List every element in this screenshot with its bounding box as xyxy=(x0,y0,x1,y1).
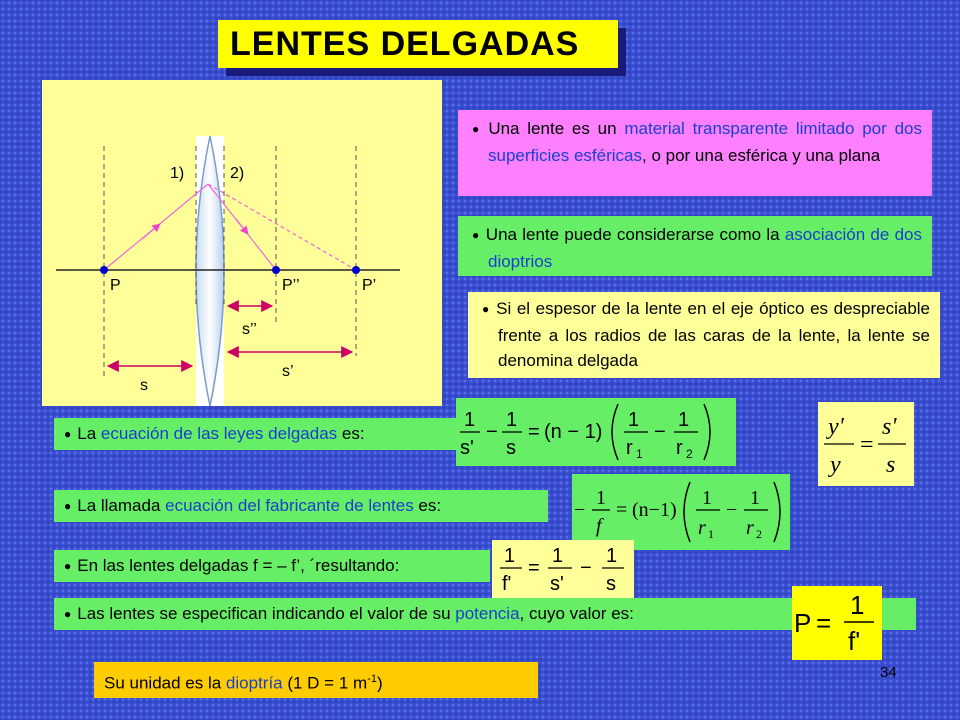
box5-text-pre: La llamada xyxy=(77,496,166,515)
f2-r1: r xyxy=(698,517,706,539)
formula-lensmaker-svg xyxy=(572,474,790,550)
bullet-icon: ● xyxy=(64,427,72,441)
box1-text-post: , o por una esférica y una plana xyxy=(642,146,881,165)
f3-s-prime: s' xyxy=(550,573,564,595)
f1-r1: r xyxy=(626,437,633,459)
f1-n-minus-1: (n − 1) xyxy=(544,421,603,443)
fm-y: y xyxy=(830,452,841,478)
label-s: s xyxy=(140,377,148,394)
box7-text-post: , cuyo valor es: xyxy=(519,604,634,623)
box8-highlight: dioptría xyxy=(225,673,283,693)
f1-one-c: 1 xyxy=(628,409,640,431)
box4-text-post: es: xyxy=(337,424,365,443)
box8-text-pre: Su unidad es la xyxy=(104,673,226,693)
label-p2: P’’ xyxy=(282,277,300,294)
label-s1: s’ xyxy=(282,363,294,380)
f1-one-d: 1 xyxy=(678,409,690,431)
info-box-lensmaker xyxy=(54,490,548,522)
formula-lens-equation-svg xyxy=(456,398,736,466)
page-title: LENTES DELGADAS xyxy=(218,20,618,68)
box5-highlight: ecuación del fabricante de lentes xyxy=(165,496,414,515)
f2-r2-sub: 2 xyxy=(756,527,762,541)
f1-r2: r xyxy=(676,437,683,459)
box7-text-pre: Las lentes se especifican indicando el valor de su xyxy=(77,604,456,623)
f2-paren-right xyxy=(774,482,780,542)
lens-diagram xyxy=(42,80,442,406)
f2-one-c: 1 xyxy=(750,487,760,509)
formula-lens-equation xyxy=(456,398,736,466)
fp-equals: = xyxy=(816,608,832,638)
f1-r2-sub: 2 xyxy=(686,447,693,461)
fp-f-prime: f' xyxy=(848,626,861,656)
fp-one: 1 xyxy=(850,590,865,620)
fm-y-prime: y' xyxy=(828,414,844,440)
bullet-icon: ● xyxy=(64,499,72,513)
box8-text-mid: (1 D = 1 m xyxy=(282,673,368,693)
box2-text-pre: Una lente puede considerarse como la xyxy=(485,225,785,244)
f2-minus-a: − xyxy=(574,499,586,521)
bullet-icon: ● xyxy=(482,302,491,316)
info-box-power xyxy=(54,598,916,630)
f2-n-minus-1: (n−1) xyxy=(632,499,677,521)
box2-highlight: asociación de dos dioptrios xyxy=(488,225,922,271)
fm-s: s xyxy=(886,452,896,478)
f3-one-b: 1 xyxy=(552,545,564,567)
ray-arrow-1 xyxy=(142,224,160,239)
f2-paren-left xyxy=(684,482,690,542)
box8-text-post: ) xyxy=(376,673,383,693)
box7-highlight: potencia xyxy=(455,604,520,623)
box1-text-pre: Una lente es un xyxy=(488,119,625,138)
f1-s-prime: s' xyxy=(460,437,474,459)
info-box-focal xyxy=(54,550,490,582)
formula-magnification-svg xyxy=(818,402,914,486)
f1-paren-left xyxy=(612,404,618,460)
ray-virtual xyxy=(208,184,356,270)
f2-r1-sub: 1 xyxy=(708,527,714,541)
box6-text: En las lentes delgadas f = – f’, ´resultando: xyxy=(77,556,400,575)
formula-power-svg xyxy=(792,586,882,660)
box4-highlight: ecuación de las leyes delgadas xyxy=(100,424,338,443)
bullet-icon: ● xyxy=(64,607,72,621)
f2-minus-b: − xyxy=(726,499,738,521)
bullet-icon: ● xyxy=(472,228,480,242)
f1-one-b: 1 xyxy=(506,409,518,431)
info-box-lens-equation xyxy=(54,418,458,450)
fm-equals: = xyxy=(860,432,874,458)
lens-diagram-svg xyxy=(42,80,442,406)
f2-equals: = xyxy=(616,499,628,521)
box5-text-post: es: xyxy=(413,496,442,515)
box8-superscript: -1 xyxy=(367,673,377,685)
info-box-definition xyxy=(458,110,932,196)
point-p1 xyxy=(352,266,360,274)
f3-f-prime: f' xyxy=(502,573,512,595)
f2-one-a: 1 xyxy=(596,487,606,509)
label-surface-2: 2) xyxy=(230,165,245,182)
f3-one-a: 1 xyxy=(504,545,516,567)
f1-s: s xyxy=(506,437,516,459)
label-s2: s’’ xyxy=(242,321,257,338)
formula-magnification xyxy=(818,402,914,486)
f3-minus: − xyxy=(580,557,592,579)
page-number: 34 xyxy=(880,664,897,681)
f2-r2: r xyxy=(746,517,754,539)
f1-r1-sub: 1 xyxy=(636,447,643,461)
info-box-unit xyxy=(94,662,538,698)
formula-lensmaker xyxy=(572,474,790,550)
info-box-thin-lens xyxy=(468,292,940,378)
bullet-icon: ● xyxy=(64,559,72,573)
ray-arrow-2 xyxy=(236,219,248,234)
f3-equals: = xyxy=(528,557,540,579)
box4-text-pre: La xyxy=(77,424,101,443)
formula-power xyxy=(792,586,882,660)
f1-minus-a: − xyxy=(486,421,498,443)
fp-p: P xyxy=(794,608,812,638)
fm-s-prime: s' xyxy=(882,414,897,440)
f1-paren-right xyxy=(704,404,710,460)
f1-equals: = xyxy=(528,421,540,443)
formula-gauss xyxy=(492,540,634,598)
box1-highlight: material transparente limitado por dos superficies esféricas xyxy=(488,119,922,165)
formula-gauss-svg xyxy=(492,540,634,598)
label-p1: P’ xyxy=(362,277,377,294)
bullet-icon: ● xyxy=(472,122,483,136)
label-surface-1: 1) xyxy=(170,165,185,182)
f2-one-b: 1 xyxy=(702,487,712,509)
f3-one-c: 1 xyxy=(606,545,618,567)
f1-one-a: 1 xyxy=(464,409,476,431)
label-p: P xyxy=(110,277,121,294)
f2-f: f xyxy=(596,515,602,537)
box3-text: Si el espesor de la lente en el eje óptico es despreciable frente a los radios de las caras de la lente, la lente se denomina delgada xyxy=(496,299,931,370)
f3-s: s xyxy=(606,573,616,595)
info-box-dioptrios xyxy=(458,216,932,276)
point-p xyxy=(100,266,108,274)
point-p2 xyxy=(272,266,280,274)
f1-minus-b: − xyxy=(654,421,666,443)
